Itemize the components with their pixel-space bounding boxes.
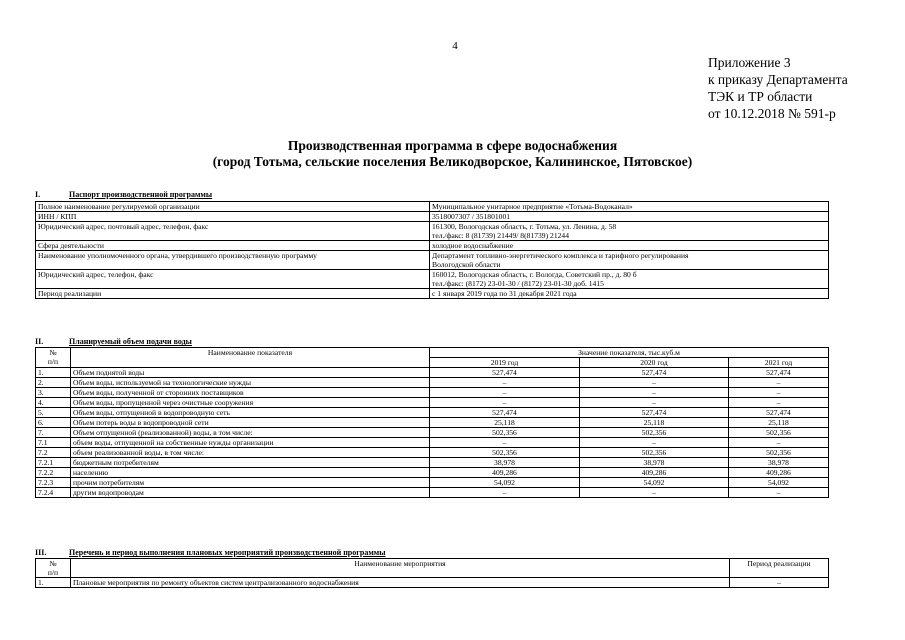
row-value-2021: 409,286 — [729, 468, 829, 478]
row-value-2021: 54,092 — [729, 478, 829, 488]
row-value-2021: 38,978 — [729, 458, 829, 468]
page-number: 4 — [452, 40, 458, 52]
table-row — [36, 418, 829, 428]
section1-number: I. — [35, 190, 41, 199]
title-line: Производственная программа в сфере водоснабжения — [287, 138, 618, 153]
col-header-year: 2019 год — [430, 358, 580, 368]
row-value-2021: – — [729, 398, 829, 408]
row-value-2021: – — [729, 378, 829, 388]
section1-title: Паспорт производственной программы — [69, 190, 213, 199]
passport-value: с 1 января 2019 года по 31 декабря 2021 года — [430, 289, 829, 299]
header-row — [36, 559, 829, 578]
section2-number: II. — [35, 337, 44, 346]
section3-title: Перечень и период выполнения плановых мероприятий производственной программы — [69, 548, 386, 557]
table-row — [36, 458, 829, 468]
value-line: Вологодской области — [432, 260, 501, 269]
appendix-line: от 10.12.2018 № 591-р — [708, 106, 836, 121]
row-value-2019: 54,092 — [430, 478, 580, 488]
section2-heading — [35, 337, 192, 346]
row-name: прочим потребителям — [71, 478, 430, 488]
row-value-2020: 527,474 — [580, 408, 729, 418]
row-number: 7.2.2 — [36, 468, 71, 478]
row-value-2019: 409,286 — [430, 468, 580, 478]
row-number: 1. — [36, 368, 71, 378]
row-value-2019: – — [430, 438, 580, 448]
table-row — [36, 398, 829, 408]
row-number: 3. — [36, 388, 71, 398]
row-name: Плановые мероприятия по ремонту объектов систем централизованного водоснабжения — [71, 578, 730, 588]
passport-label: Юридический адрес, телефон, факс — [36, 270, 430, 289]
row-value-2020: 502,356 — [580, 428, 729, 438]
row-number: 7.2 — [36, 448, 71, 458]
table-row — [36, 428, 829, 438]
row-value-2021: 527,474 — [729, 408, 829, 418]
row-value-2019: – — [430, 378, 580, 388]
appendix-line: ТЭК и ТР области — [708, 89, 813, 104]
section3-number: III. — [35, 548, 47, 557]
table-row — [36, 289, 829, 299]
passport-value: Муниципальное унитарное предприятие «Тотьма-Водоканал» — [430, 202, 829, 212]
row-value-2019: 25,118 — [430, 418, 580, 428]
row-value-2021: 25,118 — [729, 418, 829, 428]
row-value-2020: 38,978 — [580, 458, 729, 468]
col-header-name: Наименование показателя — [71, 348, 430, 368]
row-value-2020: – — [580, 398, 729, 408]
row-name: объем воды, отпущенной на собственные нужды организации — [71, 438, 430, 448]
row-value-2021: – — [729, 488, 829, 498]
row-value-2019: 502,356 — [430, 428, 580, 438]
table-row — [36, 438, 829, 448]
row-number: 4. — [36, 398, 71, 408]
row-value-2020: – — [580, 438, 729, 448]
appendix-line: Приложение 3 — [708, 55, 791, 70]
col-header-name: Наименование мероприятия — [71, 559, 730, 578]
row-period: – — [730, 578, 829, 588]
row-value-2021: 502,356 — [729, 448, 829, 458]
value-line: 160012, Вологодская область, г. Вологда, Советский пр., д. 80 б — [432, 270, 637, 279]
passport-value — [430, 270, 829, 289]
col-header-value: Значение показателя, тыс.куб.м — [430, 348, 829, 358]
row-name: Объем поднятой воды — [71, 368, 430, 378]
section1-heading — [35, 190, 212, 199]
row-value-2020: – — [580, 388, 729, 398]
row-name: другим водопроводам — [71, 488, 430, 498]
col-header-period: Период реализации — [730, 559, 829, 578]
passport-label: Период реализации — [36, 289, 430, 299]
table-row — [36, 448, 829, 458]
header-row — [36, 348, 829, 358]
row-name: бюджетным потребителям — [71, 458, 430, 468]
measures-table — [35, 558, 829, 588]
passport-label: Юридический адрес, почтовый адрес, телефон, факс — [36, 222, 430, 241]
passport-value: холодное водоснабжение — [430, 241, 829, 251]
row-value-2021: 502,356 — [729, 428, 829, 438]
passport-label: ИНН / КПП — [36, 212, 430, 222]
row-value-2020: 54,092 — [580, 478, 729, 488]
passport-table — [35, 201, 829, 299]
passport-label: Полное наименование регулируемой организации — [36, 202, 430, 212]
header-text: п/п — [47, 357, 59, 366]
row-value-2019: 527,474 — [430, 368, 580, 378]
passport-value — [430, 251, 829, 270]
section2-title: Планируемый объем подачи воды — [69, 337, 192, 346]
row-value-2019: 527,474 — [430, 408, 580, 418]
passport-value: 3518007307 / 351801001 — [430, 212, 829, 222]
row-number: 2. — [36, 378, 71, 388]
row-value-2020: – — [580, 488, 729, 498]
row-value-2019: 502,356 — [430, 448, 580, 458]
row-number: 1. — [36, 578, 71, 588]
table-row — [36, 212, 829, 222]
row-name: Объем воды, используемой на технологические нужды — [71, 378, 430, 388]
table-row — [36, 222, 829, 241]
water-volume-table — [35, 347, 829, 498]
row-value-2020: 527,474 — [580, 368, 729, 378]
table-row — [36, 251, 829, 270]
passport-value — [430, 222, 829, 241]
header-text: п/п — [47, 568, 59, 577]
row-number: 7.2.3 — [36, 478, 71, 488]
passport-label: Наименование уполномоченного органа, утвердившего производственную программу — [36, 251, 430, 270]
row-name: Объем воды, полученной от сторонних поставщиков — [71, 388, 430, 398]
row-value-2021: – — [729, 388, 829, 398]
row-value-2020: 409,286 — [580, 468, 729, 478]
col-header-num — [36, 348, 71, 368]
col-header-year: 2020 год — [580, 358, 729, 368]
row-value-2019: 38,978 — [430, 458, 580, 468]
value-line: тел./факс: 8 (81739) 21449/ 8(81739) 21244 — [432, 231, 570, 240]
section3-heading — [35, 548, 385, 557]
table-row — [36, 468, 829, 478]
table-row — [36, 202, 829, 212]
row-number: 6. — [36, 418, 71, 428]
row-name: Объем отпущенной (реализованной) воды, в том числе: — [71, 428, 430, 438]
value-line: Департамент топливно-энергетического комплекса и тарифного регулирования — [432, 251, 689, 260]
row-number: 7.2.4 — [36, 488, 71, 498]
table-row — [36, 378, 829, 388]
table-row — [36, 578, 829, 588]
header-text: № — [49, 559, 57, 568]
row-name: Объем потерь воды в водопроводной сети — [71, 418, 430, 428]
row-number: 5. — [36, 408, 71, 418]
row-value-2019: – — [430, 488, 580, 498]
table-row — [36, 478, 829, 488]
table-row — [36, 270, 829, 289]
table-row — [36, 241, 829, 251]
row-value-2021: – — [729, 438, 829, 448]
col-header-year: 2021 год — [729, 358, 829, 368]
col-header-num — [36, 559, 71, 578]
row-number: 7.2.1 — [36, 458, 71, 468]
row-number: 7.1 — [36, 438, 71, 448]
table-row — [36, 368, 829, 378]
title-line: (город Тотьма, сельские поселения Великодворское, Калининское, Пятовское) — [212, 154, 693, 169]
row-value-2019: – — [430, 398, 580, 408]
appendix-line: к приказу Департамента — [708, 72, 848, 87]
table-row — [36, 388, 829, 398]
row-name: Объем воды, пропущенной через очистные сооружения — [71, 398, 430, 408]
row-name: Объем воды, отпущенной в водопроводную сеть — [71, 408, 430, 418]
table-row — [36, 408, 829, 418]
table-row — [36, 488, 829, 498]
row-number: 7. — [36, 428, 71, 438]
row-name: населению — [71, 468, 430, 478]
row-name: объем реализованной воды, в том числе: — [71, 448, 430, 458]
row-value-2020: 25,118 — [580, 418, 729, 428]
passport-label: Сфера деятельности — [36, 241, 430, 251]
row-value-2020: – — [580, 378, 729, 388]
appendix-block — [708, 54, 848, 122]
row-value-2019: – — [430, 388, 580, 398]
value-line: 161300, Вологодская область, г. Тотьма, ул. Ленина, д. 58 — [432, 222, 617, 231]
row-value-2021: 527,474 — [729, 368, 829, 378]
value-line: тел./факс: (8172) 23-01-30 / (8172) 23-01-30 доб. 1415 — [432, 279, 604, 288]
header-text: № — [49, 348, 57, 357]
row-value-2020: 502,356 — [580, 448, 729, 458]
document-title — [0, 138, 905, 170]
